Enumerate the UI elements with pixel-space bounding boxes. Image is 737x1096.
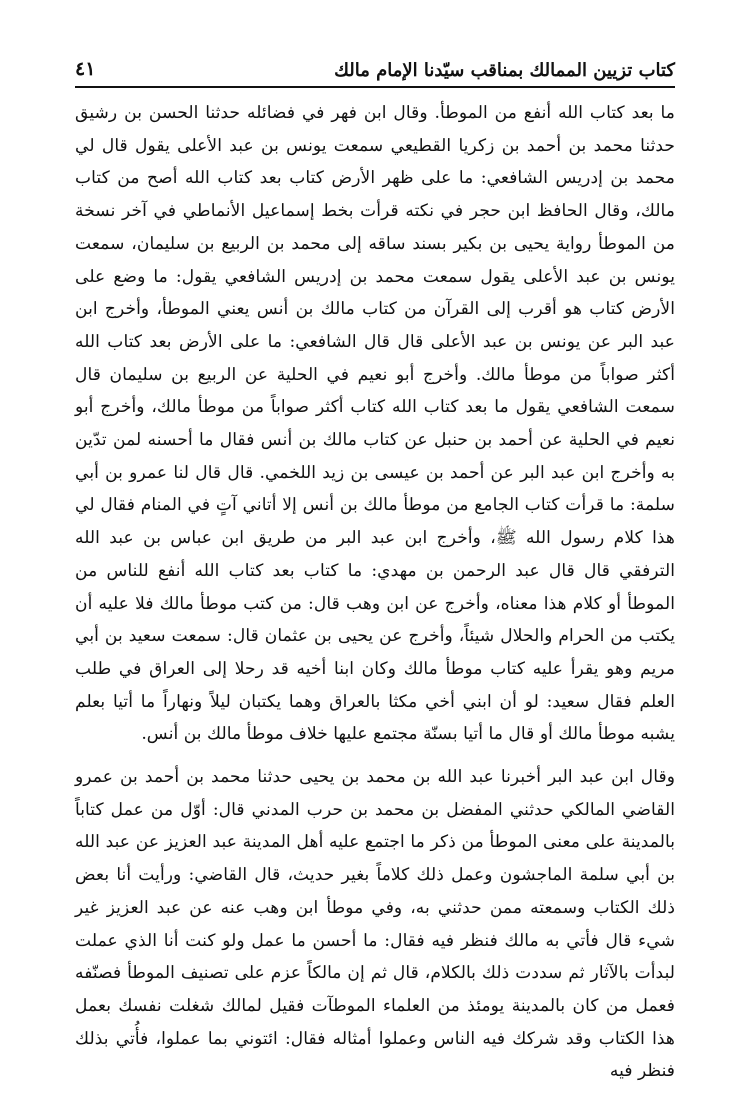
header-rule [75, 86, 675, 88]
running-title: كتاب تزيين الممالك بمناقب سيّدنا الإمام مالك [334, 60, 675, 81]
paragraph-2: وقال ابن عبد البر أخبرنا عبد الله بن محمد بن يحيى حدثنا محمد بن أحمد بن عمرو القاضي المالكي حدثني المفضل بن محمد بن حرب المدني قال: أوّل من عمل كتاباً بالمدينة على معنى الموطأ من ذكر ما اجتمع عليه أهل المدينة عبد العزيز عن عبد الله بن أبي سلمة الماجشون وعمل ذلك كلاماً بغير حديث، قال القاضي: ورأيت أنا بعض ذلك الكتاب وسمعته ممن حدثني به، وفي موطأ ابن وهب عنه عن عبد العزيز غير شيء قال فأتي به مالك فنظر فيه فقال: ما أحسن ما عمل ولو كنت أنا الذي عملت لبدأت بالآثار ثم سددت ذلك بالكلام، قال ثم إن مالكاً عزم على تصنيف الموطأ فصنّفه فعمل من كان بالمدينة يومئذ من العلماء الموطآت فقيل لمالك شغلت نفسك بعمل هذا الكتاب وقد شركك فيه الناس وعملوا أمثاله فقال: ائتوني بما عملوا، فأُتي بذلك فنظر فيه [75, 767, 675, 1082]
body-text [75, 97, 675, 1088]
page-header [75, 52, 675, 88]
page-number: ٤١ [75, 58, 96, 80]
paragraph-1: ما بعد كتاب الله أنفع من الموطأ. وقال ابن فهر في فضائله حدثنا الحسن بن رشيق حدثنا محمد بن أحمد بن زكريا القطيعي سمعت يونس بن عبد الأعلى يقول قال لي محمد بن إدريس الشافعي: ما على ظهر الأرض كتاب بعد كتاب الله أصح من كتاب مالك، وقال الحافظ ابن حجر في نكته قرأت بخط إسماعيل الأنماطي في آخر نسخة من الموطأ رواية يحيى بن بكير بسند ساقه إلى محمد بن الربيع بن سليمان، سمعت يونس بن عبد الأعلى يقول سمعت محمد بن إدريس الشافعي يقول: ما وضع على الأرض كتاب هو أقرب إلى القرآن من كتاب مالك بن أنس يعني الموطأ، وأخرج ابن عبد البر عن يونس بن عبد الأعلى قال قال الشافعي: ما على الأرض بعد كتاب الله أكثر صواباً من موطأ مالك. وأخرج أبو نعيم في الحلية عن الربيع بن سليمان قال سمعت الشافعي يقول ما بعد كتاب الله كتاب أكثر صواباً من موطأ مالك، وأخرج أبو نعيم في الحلية عن أحمد بن حنبل عن كتاب مالك بن أنس فقال ما أحسنه لمن تدّين به وأخرج ابن عبد البر عن أحمد بن عيسى بن زيد اللخمي. قال قال لنا عمرو بن أبي سلمة: ما قرأت كتاب الجامع من موطأ مالك بن أنس إلا أتاني آتٍ في المنام فقال لي هذا كلام رسول الله ﷺ، وأخرج ابن عبد البر من طريق ابن عباس بن عبد الله الترفقي قال قال عبد الرحمن بن مهدي: ما كتاب بعد كتاب الله أنفع للناس من الموطأ أو كلام هذا معناه، وأخرج عن ابن وهب قال: من كتب موطأ مالك فلا عليه أن يكتب من الحرام والحلال شيئاً، وأخرج عن يحيى بن عثمان قال: سمعت سعيد بن أبي مريم وهو يقرأ عليه كتاب موطأ مالك وكان ابنا أخيه قد رحلا إلى العراق في طلب العلم فقال سعيد: لو أن ابني أخي مكثا بالعراق وهما يكتبان ليلاً ونهاراً ما أتيا بعلم يشبه موطأ مالك أو قال ما أتيا بسنّة مجتمع عليها خلاف موطأ مالك بن أنس. [75, 103, 675, 745]
